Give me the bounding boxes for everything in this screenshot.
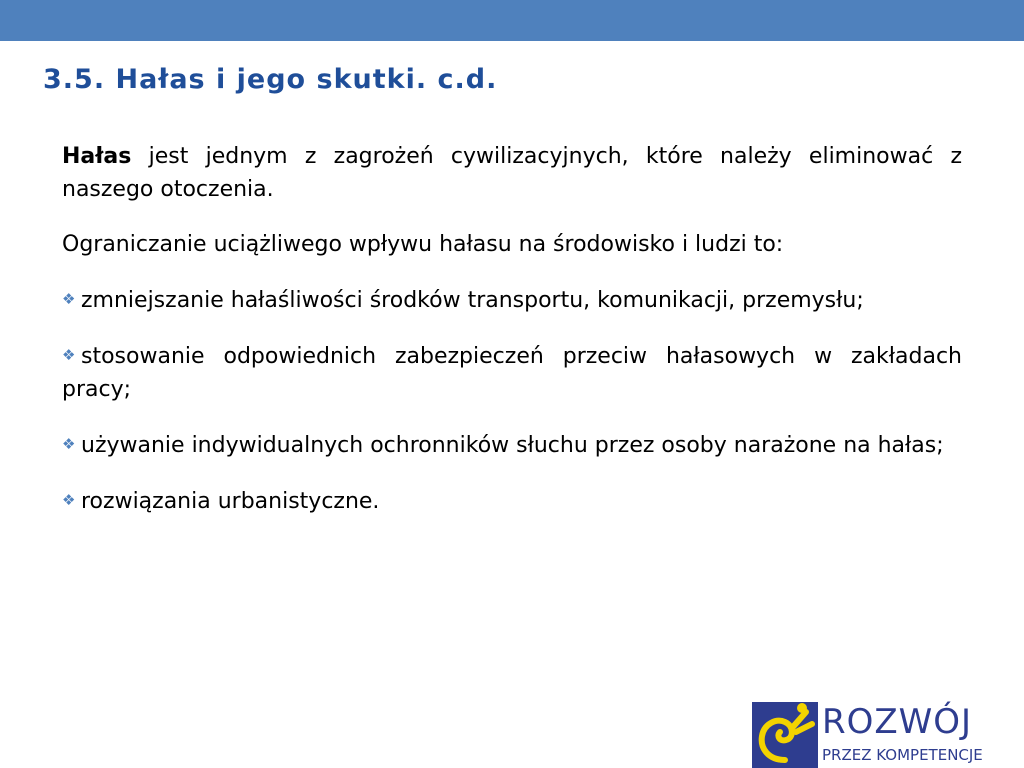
bullet-text: rozwiązania urbanistyczne. — [81, 489, 380, 514]
bullet-item — [62, 283, 962, 317]
spiral-figure-icon — [752, 702, 818, 768]
lead-paragraph: Ograniczanie uciążliwego wpływu hałasu na środowisko i ludzi to: — [62, 232, 784, 257]
logo-sub-text: PRZEZ KOMPETENCJE — [822, 746, 983, 764]
intro-text: jest jednym z zagrożeń cywilizacyjnych, które należy eliminować z naszego otoczenia. — [62, 144, 962, 202]
slide-title: 3.5. Hałas i jego skutki. c.d. — [43, 64, 498, 95]
bullet-text: używanie indywidualnych ochronników słuchu przez osoby narażone na hałas; — [81, 433, 944, 458]
diamond-bullet-icon: ❖ — [62, 346, 76, 364]
logo-main-text: ROZWÓJ — [822, 702, 973, 742]
bullet-text: zmniejszanie hałaśliwości środków transportu, komunikacji, przemysłu; — [81, 288, 864, 313]
diamond-bullet-icon: ❖ — [62, 491, 76, 509]
intro-paragraph — [62, 140, 962, 206]
bullet-text: stosowanie odpowiednich zabezpieczeń przeciw hałasowych w zakładach pracy; — [62, 344, 962, 402]
intro-bold-word: Hałas — [62, 144, 132, 169]
diamond-bullet-icon: ❖ — [62, 290, 76, 308]
bullet-item — [62, 428, 962, 462]
bullet-item — [62, 339, 962, 406]
header-bar — [0, 0, 1024, 41]
slide-body — [62, 140, 962, 540]
rozwoj-logo — [752, 702, 1024, 768]
bullet-item — [62, 484, 962, 518]
diamond-bullet-icon: ❖ — [62, 435, 76, 453]
